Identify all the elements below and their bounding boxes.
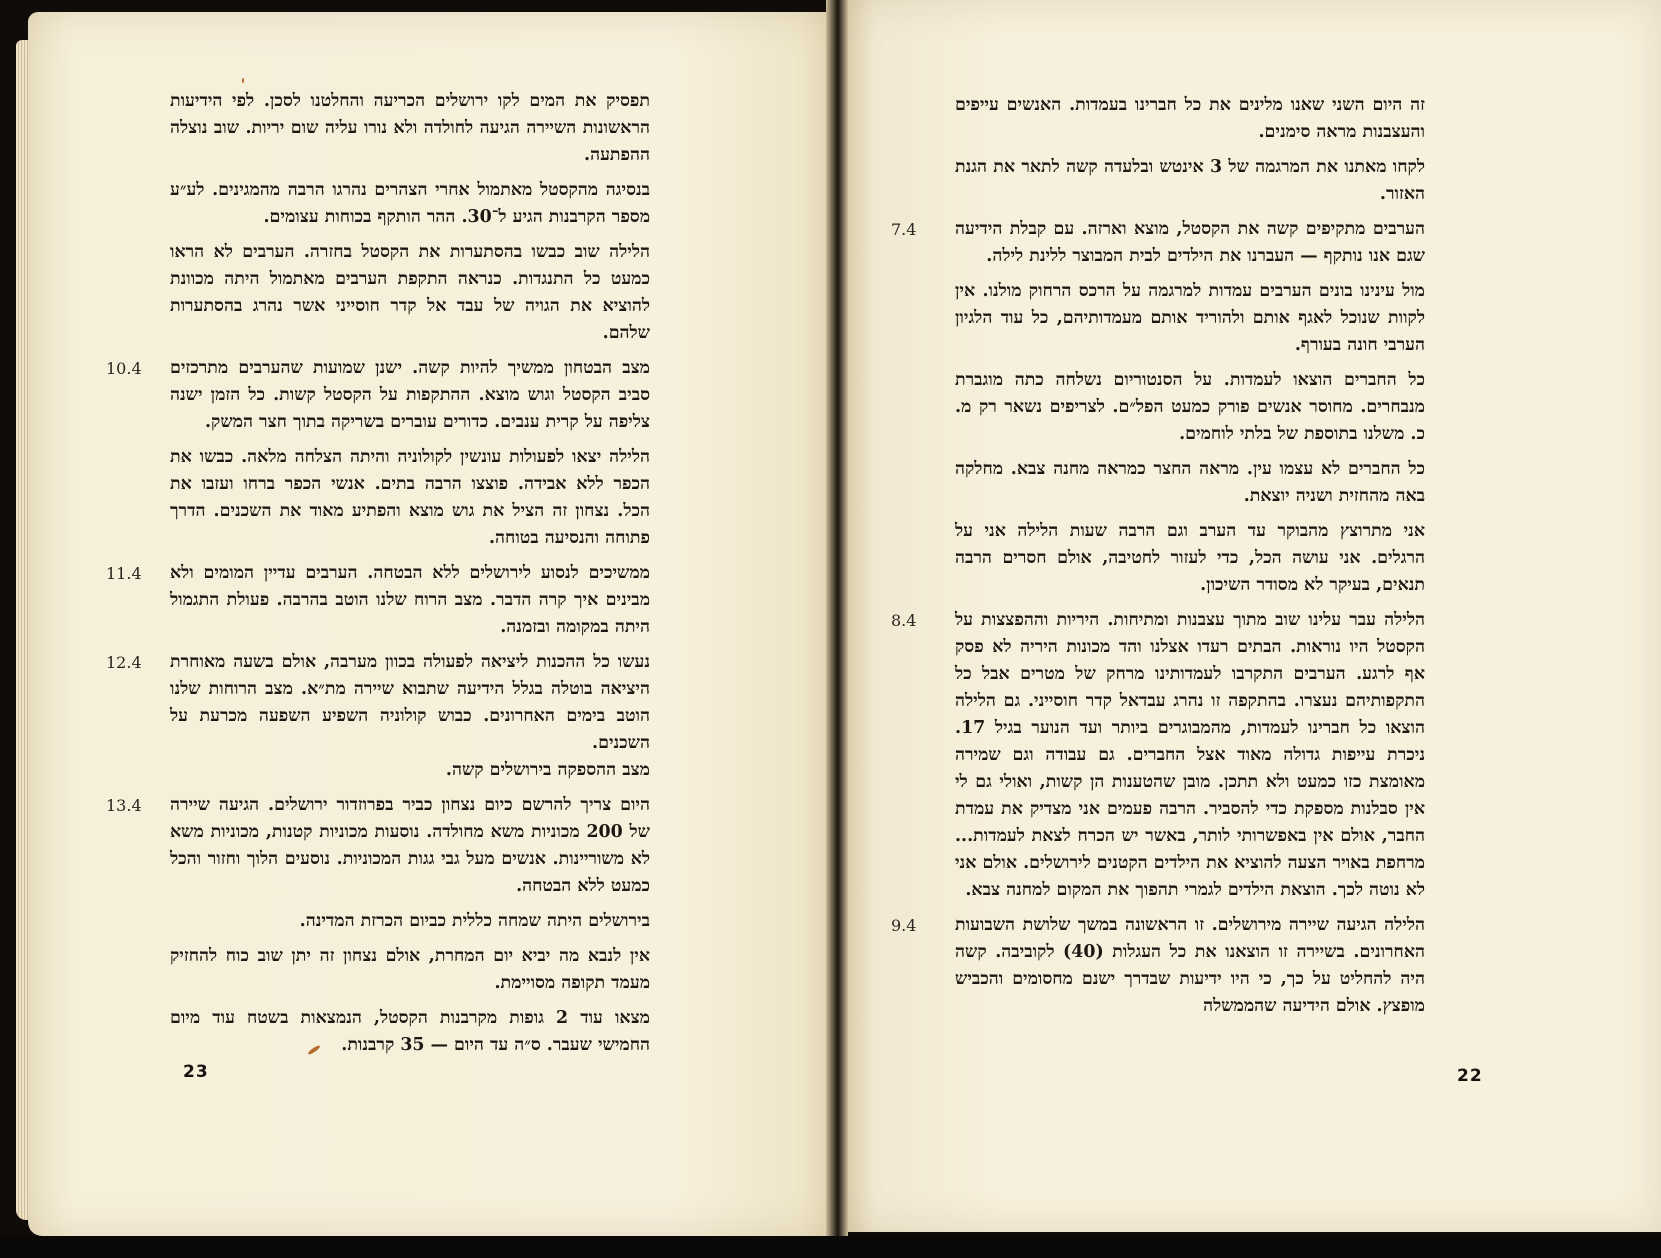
entry-date: 10.4 (106, 359, 142, 378)
paragraph (106, 560, 650, 641)
paragraph (955, 154, 1425, 208)
page-number-left: 23 (183, 1062, 209, 1082)
paragraph (955, 278, 1425, 359)
paragraph-text: מול עינינו בונים הערבים עמדות למרגמה על הרכס הרחוק מולנו. אין לקוות שנוכל לאגף אותם ולהוריד אותם מעמדותיהם, כל עוד הלגיון הערבי חונה בעורף. (955, 281, 1425, 355)
paragraph-text: הלילה הגיעה שיירה מירושלים. זו הראשונה במשך שלושת השבועות האחרונים. בשיירה זו הוצאנו את כל העגלות (40) לקוביבה. קשה היה להחליט על כך, כי היו ידיעות שבדרך ישנם מחסומים והכביש מופצץ. אולם הידיעה שהממשלה (955, 915, 1425, 1016)
book-spine (826, 0, 848, 1258)
paragraph (891, 607, 1425, 904)
paragraph (955, 367, 1425, 448)
entry-date: 11.4 (106, 564, 142, 583)
paragraph-text: הלילה יצאו לפעולות עונשין לקולוניה והיתה הצלחה מלאה. כבשו את הכפר ללא אבידה. פוצצו הרבה בתים. אנשי הכפר ברחו ועזבו את הכל. נצחון זה הציל את גוש מוצא והפתיע מאוד את השכנים. הדרך פתוחה והנסיעה בטוחה. (170, 447, 650, 548)
paragraph (170, 1005, 650, 1059)
entry-date: 12.4 (106, 653, 142, 672)
left-page-text (106, 88, 650, 1067)
background-edge (0, 1236, 1661, 1258)
paragraph-text: הערבים מתקיפים קשה את הקסטל, מוצא וארזה. עם קבלת הידיעה שגם אנו נותקף — העברנו את הילדים לבית המבוצר ללינת לילה. (955, 219, 1425, 266)
paragraph (170, 943, 650, 997)
paragraph (170, 88, 650, 169)
paragraph (106, 649, 650, 757)
paragraph-text: מצאו עוד 2 גופות מקרבנות הקסטל, הנמצאות בשטח עוד מיום החמישי שעבר. ס״ה עד היום — 35 קרבנות. (170, 1008, 650, 1055)
paper-stain (242, 78, 244, 83)
paragraph (170, 239, 650, 347)
paragraph-text: תפסיק את המים לקו ירושלים הכריעה והחלטנו לסכן. לפי הידיעות הראשונות השיירה הגיעה לחולדה ולא נורו עליה שום יריות. שוב נוצלה ההפתעה. (170, 91, 650, 165)
paragraph-text: מצב הבטחון ממשיך להיות קשה. ישנן שמועות שהערבים מתרכזים סביב הקסטל וגוש מוצא. ההתקפות על הקסטל קשות. כל הזמן ישנה צליפה על קרית ענבים. כדורים עוברים בשריקה בתוך חצר המשק. (170, 358, 650, 432)
entry-date: 9.4 (891, 916, 917, 935)
paragraph-text: אין לנבא מה יביא יום המחרת, אולם נצחון זה יתן שוב כוח להחזיק מעמד תקופה מסויימת. (170, 946, 650, 993)
paragraph (955, 456, 1425, 510)
paragraph (955, 518, 1425, 599)
paragraph (955, 92, 1425, 146)
page-number-right: 22 (1457, 1066, 1483, 1086)
paragraph-text: בירושלים היתה שמחה כללית כביום הכרזת המדינה. (299, 911, 650, 931)
right-page-text (891, 92, 1425, 1028)
paragraph-text: אני מתרוצץ מהבוקר עד הערב וגם הרבה שעות הלילה אני על הרגלים. אני עושה הכל, כדי לעזור לחטיבה, אולם חסרים הרבה תנאים, בעיקר לא מסודר השיכון. (955, 521, 1425, 595)
paragraph-text: כל החברים לא עצמו עין. מראה החצר כמראה מחנה צבא. מחלקה באה מהחזית ושניה יוצאת. (955, 459, 1425, 506)
paragraph-text: לקחו מאתנו את המרגמה של 3 אינטש ובלעדה קשה לתאר את הגנת האזור. (955, 157, 1425, 204)
paragraph-text: מצב ההספקה בירושלים קשה. (445, 760, 650, 780)
paragraph (106, 355, 650, 436)
paragraph-text: כל החברים הוצאו לעמדות. על הסנטוריום נשלחה כתה מוגברת מנבחרים. מחוסר אנשים פורק כמעט הפל״ם. לצריפים נשאר רק מ. כ. משלנו בתוספת של בלתי לוחמים. (955, 370, 1425, 444)
paragraph (170, 757, 650, 784)
paragraph (170, 444, 650, 552)
entry-date: 8.4 (891, 611, 917, 630)
entry-date: 7.4 (891, 220, 917, 239)
paragraph (891, 912, 1425, 1020)
paragraph (170, 177, 650, 231)
paragraph-text: בנסיגה מהקסטל מאתמול אחרי הצהרים נהרגו הרבה מהמגינים. לע״ע מספר הקרבנות הגיע ל־30. ההר הותקף בכוחות עצומים. (170, 180, 650, 227)
paragraph-text: הלילה עבר עלינו שוב מתוך עצבנות ומתיחות. היריות וההפצצות על הקסטל היו נוראות. הבתים רעדו אצלנו והד מכונות היריה לא פסק אף לרגע. הערבים התקרבו לעמדותינו מרחק של מטרים אבל כל התקפותיהם נעצרו. בהתקפה זו נהרג עבדאל קדר חוסייני. גם הלילה הוצאו כל חברינו לעמדות, מהמבוגרים ביותר ועד הנוער בגיל 17. ניכרת עייפות גדולה מאוד אצל החברים. גם עבודה וגם שמירה מאומצת כזו כמעט ולא תתכן. מובן שהטענות הן קשות, ואולי גם לי אין סבלנות מספקת כדי להסביר. הרבה פעמים אני מצדיק את עמדת החבר, אולם אין באפשרותי לותר, באשר יש הכרח לצאת לעמדות... מרחפת באויר הצעה להוציא את הילדים הקטנים לירושלים. אולם אני לא נוטה לכך. הוצאת הילדים לגמרי תהפוך את המקום למחנה צבא. (955, 610, 1425, 900)
paragraph-text: היום צריך להרשם כיום נצחון כביר בפרוזדור ירושלים. הגיעה שיירה של 200 מכוניות משא מחולדה. נוסעות מכוניות קטנות, מכוניות משא לא משוריינות. אנשים מעל גבי גגות המכוניות. נוסעים הלוך וחזור והכל כמעט ללא הבטחה. (170, 795, 650, 896)
paragraph (891, 216, 1425, 270)
paragraph-text: הלילה שוב כבשו בהסתערות את הקסטל בחזרה. הערבים לא הראו כמעט כל התנגדות. כנראה התקפת הערבים מאתמול היתה מכוונת להוציא את הגויה של עבד אל קדר חוסייני אשר נהרג בהסתערות שלהם. (170, 242, 650, 343)
paragraph (106, 792, 650, 900)
paragraph-text: ממשיכים לנסוע לירושלים ללא הבטחה. הערבים עדיין המומים ולא מבינים איך קרה הדבר. מצב הרוח שלנו הוטב בהרבה. פעולת התגמול היתה במקומה ובזמנה. (170, 563, 650, 637)
paragraph (170, 908, 650, 935)
entry-date: 13.4 (106, 796, 142, 815)
paragraph-text: נעשו כל ההכנות ליציאה לפעולה בכוון מערבה, אולם בשעה מאוחרת היציאה בוטלה בגלל הידיעה שתבוא שיירה מת״א. מצב הרוחות שלנו הוטב בימים האחרונים. כבוש קולוניה השפיע השפעה מכרעת על השכנים. (170, 652, 650, 753)
paragraph-text: זה היום השני שאנו מלינים את כל חברינו בעמדות. האנשים עייפים והעצבנות מראה סימנים. (955, 95, 1425, 142)
